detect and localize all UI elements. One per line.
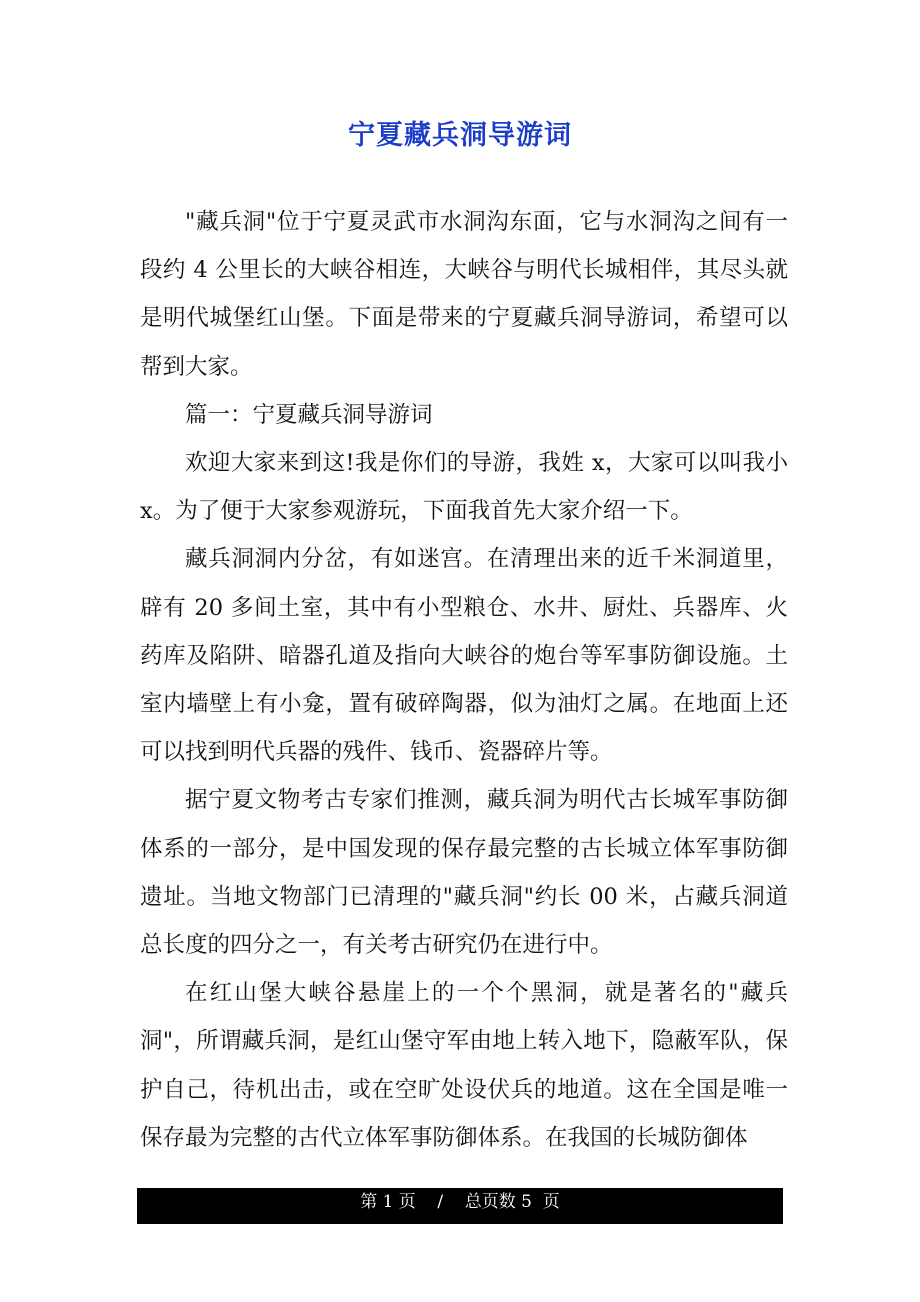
paragraph-intro: "藏兵洞"位于宁夏灵武市水洞沟东面，它与水洞沟之间有一段约 4 公里长的大峡谷相连，大峡谷与明代长城相伴，其尽头就是明代城堡红山堡。下面是带来的宁夏藏兵洞导游词，希望可以帮到大家。 [140, 209, 788, 380]
paragraph-archaeology: 据宁夏文物考古专家们推测，藏兵洞为明代古长城军事防御体系的一部分，是中国发现的保存最完整的古长城立体军事防御遗址。当地文物部门已清理的"藏兵洞"约长 00 米，占藏兵洞道总长度的四分之一，有关考古研究仍在进行中。 [140, 787, 788, 959]
page-number: 第 1 页 / 总页数 5 页 [360, 1192, 560, 1212]
paragraph-cave-interior: 藏兵洞洞内分岔，有如迷宫。在清理出来的近千米洞道里，辟有 20 多间土室，其中有小型粮仓、水井、厨灶、兵器库、火药库及陷阱、暗器孔道及指向大峡谷的炮台等军事防御设施。土室内墙壁上有小龛，置有破碎陶器，似为油灯之属。在地面上还可以找到明代兵器的残件、钱币、瓷器碎片等。 [140, 546, 788, 766]
page-footer [137, 1188, 783, 1224]
document-body [140, 198, 788, 1162]
paragraph-hongshanbao: 在红山堡大峡谷悬崖上的一个个黑洞，就是著名的"藏兵洞"，所谓藏兵洞，是红山堡守军由地上转入地下，隐蔽军队，保护自己，待机出击，或在空旷处设伏兵的地道。这在全国是唯一保存最为完整的古代立体军事防御体系。在我国的长城防御体 [140, 980, 788, 1151]
paragraph-welcome: 欢迎大家来到这!我是你们的导游，我姓 x，大家可以叫我小 x。为了便于大家参观游玩，下面我首先大家介绍一下。 [140, 450, 788, 525]
document-title: 宁夏藏兵洞导游词 [348, 120, 572, 151]
section-heading: 篇一：宁夏藏兵洞导游词 [185, 401, 433, 428]
